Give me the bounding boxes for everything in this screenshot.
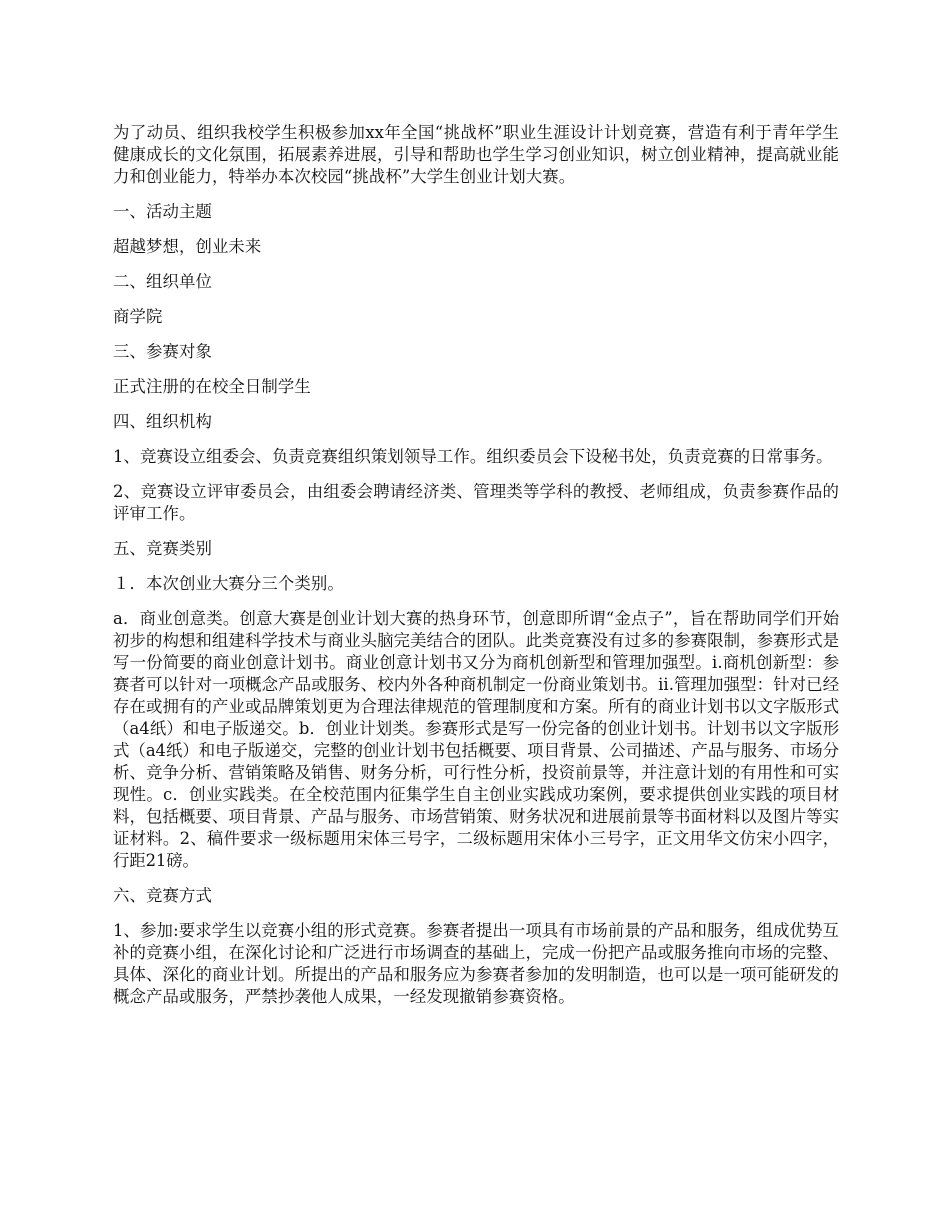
section-body-participants: 正式注册的在校全日制学生 (113, 377, 311, 396)
section-heading-method: 六、竞赛方式 (113, 886, 212, 905)
method-paragraph-1: 1、参加:要求学生以竞赛小组的形式竞赛。参赛者提出一项具有市场前景的产品和服务，组成优势互补的竞赛小组，在深化讨论和广泛进行市场调查的基础上，完成一份把产品或服务推向市场的完整、具体、深化的商业计划。所提出的产品和服务应为参赛者参加的发明制造，也可以是一项可能研发的概念产品或服务，严禁抄袭他人成果，一经发现撤销参赛资格。 (113, 921, 839, 1006)
document-page (113, 122, 839, 1008)
section-body-organizer: 商学院 (113, 307, 163, 326)
section-heading-participants: 三、参赛对象 (113, 342, 212, 361)
section-heading-organizer: 二、组织单位 (113, 272, 212, 291)
organization-paragraph-2: 2、竞赛设立评审委员会，由组委会聘请经济类、管理类等学科的教授、老师组成，负责参赛作品的评审工作。 (113, 482, 839, 523)
section-body-theme: 超越梦想，创业未来 (113, 237, 262, 256)
intro-paragraph: 为了动员、组织我校学生积极参加xx年全国“挑战杯”职业生涯设计计划竞赛，营造有利于青年学生健康成长的文化氛围，拓展素养进展，引导和帮助也学生学习创业知识，树立创业精神，提高就业能力和创业能力，特举办本次校园“挑战杯”大学生创业计划大赛。 (113, 123, 839, 186)
section-heading-organization: 四、组织机构 (113, 412, 212, 431)
category-paragraph-2: a．商业创意类。创意大赛是创业计划大赛的热身环节，创意即所谓“金点子”，旨在帮助同学们开始初步的构想和组建科学技术与商业头脑完美结合的团队。此类竞赛没有过多的参赛限制，参赛形式是写一份简要的商业创意计划书。商业创意计划书又分为商机创新型和管理加强型。ⅰ.商机创新型：参赛者可以针对一项概念产品或服务、校内外各种商机制定一份商业策划书。ⅱ.管理加强型：针对已经存在或拥有的产业或品牌策划更为合理法律规范的管理制度和方案。所有的商业计划书以文字版形式（a4纸）和电子版递交。b．创业计划类。参赛形式是写一份完备的创业计划书。计划书以文字版形式（a4纸）和电子版递交，完整的创业计划书包括概要、项目背景、公司描述、产品与服务、市场分析、竞争分析、营销策略及销售、财务分析，可行性分析，投资前景等，并注意计划的有用性和可实现性。c．创业实践类。在全校范围内征集学生自主创业实践成功案例，要求提供创业实践的项目材料，包括概要、项目背景、产品与服务、市场营销策、财务状况和进展前景等书面材料以及图片等实证材料。2、稿件要求一级标题用宋体三号字，二级标题用宋体小三号字，正文用华文仿宋小四字，行距21磅。 (113, 609, 839, 870)
section-heading-theme: 一、活动主题 (113, 202, 212, 221)
section-heading-category: 五、竞赛类别 (113, 539, 212, 558)
organization-paragraph-1: 1、竞赛设立组委会、负责竞赛组织策划领导工作。组织委员会下设秘书处，负责竞赛的日常事务。 (113, 447, 833, 466)
category-paragraph-1: １．本次创业大赛分三个类别。 (113, 574, 344, 593)
